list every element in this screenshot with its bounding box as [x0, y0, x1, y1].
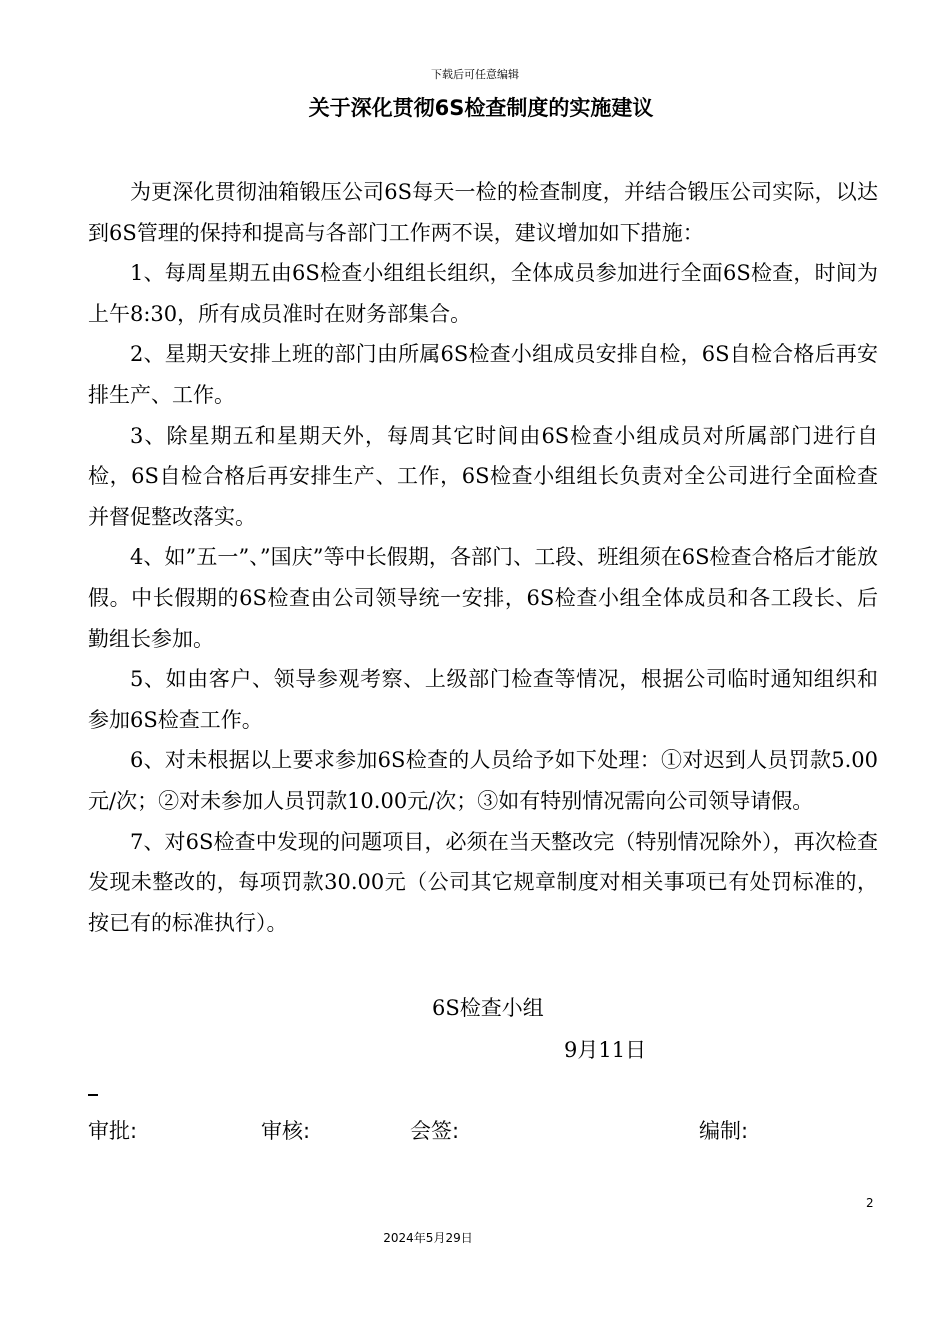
measure-6: 6、对未根据以上要求参加6S检查的人员给予如下处理：①对迟到人员罚款5.00元/次；②对未参加人员罚款10.00元/次；③如有特别情况需向公司领导请假。	[88, 748, 878, 813]
page-number: 2	[866, 1196, 874, 1210]
measure-4: 4、如”五一”、”国庆”等中长假期，各部门、工段、班组须在6S检查合格后才能放假。中长假期的6S检查由公司领导统一安排，6S检查小组全体成员和各工段长、后勤组长参加。	[88, 545, 878, 651]
intro-paragraph: 为更深化贯彻油箱锻压公司6S每天一检的检查制度，并结合锻压公司实际，以达到6S管理的保持和提高与各部门工作两不误，建议增加如下措施：	[88, 180, 878, 245]
prepare-label: 编制:	[699, 1119, 749, 1143]
sign-date: 9月11日	[564, 1038, 647, 1062]
divider-dash	[88, 1094, 98, 1096]
measure-2: 2、星期天安排上班的部门由所属6S检查小组成员安排自检，6S自检合格后再安排生产、工作。	[88, 342, 878, 407]
document-body	[88, 172, 878, 943]
measure-7: 7、对6S检查中发现的问题项目，必须在当天整改完（特别情况除外），再次检查发现未整改的，每项罚款30.00元（公司其它规章制度对相关事项已有处罚标准的，按已有的标准执行）。	[88, 829, 878, 935]
measure-5: 5、如由客户、领导参观考察、上级部门检查等情况，根据公司临时通知组织和参加6S检查工作。	[88, 667, 878, 732]
approve-label: 审批:	[88, 1119, 138, 1143]
document-title: 关于深化贯彻6S检查制度的实施建议	[308, 96, 654, 120]
signer: 6S检查小组	[432, 996, 544, 1020]
measure-3: 3、除星期五和星期天外，每周其它时间由6S检查小组成员对所属部门进行自检，6S自检合格后再安排生产、工作，6S检查小组组长负责对全公司进行全面检查并督促整改落实。	[88, 423, 878, 529]
review-label: 审核:	[261, 1119, 311, 1143]
footer-date: 2024年5月29日	[383, 1231, 473, 1245]
measure-1: 1、每周星期五由6S检查小组组长组织，全体成员参加进行全面6S检查，时间为上午8:30，所有成员准时在财务部集合。	[88, 261, 878, 326]
countersign-label: 会签:	[410, 1119, 460, 1143]
header-note: 下载后可任意编辑	[431, 68, 519, 81]
